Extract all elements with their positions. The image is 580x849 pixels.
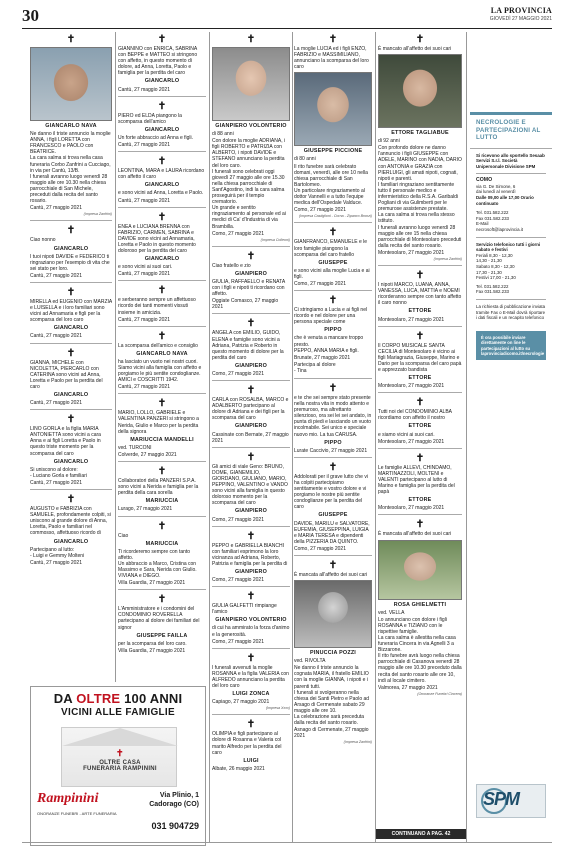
notice-place-date: Cantù, 27 maggio 2021 bbox=[118, 316, 170, 323]
funeral-agency: (Impresa Zanfrini) bbox=[343, 740, 372, 745]
obituary-notice bbox=[294, 556, 372, 749]
service-hours-row: Feriali 8,30 - 12,30 bbox=[476, 252, 513, 258]
service-hours-row: 17,30 - 21,30 bbox=[476, 269, 502, 275]
notice-text: PEPPO e GABRIELLA BIANCHI con familiari esprimono la loro vicinanza ad Adriana, Roberto, Patrizia e famiglia per la perdita di bbox=[212, 542, 288, 567]
obituary-notice bbox=[294, 223, 372, 291]
cross-icon: ✝ bbox=[246, 250, 256, 262]
notice-text: CARLA con ROSALBA, MARCO e ADALBERTO partecipano al dolore di Adriana e dei figli per la scomparsa del caro bbox=[212, 397, 289, 422]
deceased-name: GIANCARLO bbox=[53, 538, 89, 545]
notice-text: AUGUSTO e FABRIZIA con SAMUELE, profondamente colpiti, si uniscono al grande dolore di Anna, Loretta, Paolo e familiari nel commosso, affettuoso ricordo di bbox=[30, 506, 111, 537]
notice-place-date: Montesolaro, 27 maggio 2021 bbox=[378, 316, 445, 323]
notice-place-date: Oggiate Comasco, 27 maggio 2021 bbox=[212, 298, 279, 311]
obituary-notice bbox=[212, 381, 290, 448]
cross-icon: ✝ bbox=[415, 330, 425, 342]
cross-icon: ✝ bbox=[157, 156, 167, 168]
obituary-column-5 bbox=[378, 30, 462, 849]
cross-icon: ✝ bbox=[116, 748, 124, 758]
cross-icon: ✝ bbox=[328, 227, 338, 239]
notice-text: Ne danno il triste annuncio la cognata MARIA, il fratello EMILIO con la moglie GIANNA, i nipoti e i parenti tutti. I funerali si svolgeranno nella chiesa dei Santi Pietro e Paolo ad Arsago di Cermenate sabato 29 maggio alle ore 10. La celebrazione sarà preceduta dalla recita del santo rosario. bbox=[294, 665, 370, 727]
notice-place-date: Cantù, 27 maggio 2021 bbox=[30, 272, 82, 279]
cross-icon: ✝ bbox=[157, 285, 167, 297]
notice-place-date: Como, 27 maggio 2021 bbox=[212, 516, 264, 523]
deceased-name: MARIUCCIA MANDELLI bbox=[130, 436, 194, 443]
notice-place-date: Como, 27 maggio 2021 bbox=[294, 280, 346, 287]
notice-text: GIULIA GALFETTI rimpiange l'amico bbox=[212, 603, 277, 616]
cross-icon: ✝ bbox=[157, 34, 167, 45]
notice-place-date: Como, 27 maggio 2021 bbox=[212, 371, 264, 377]
notice-place-date: Villa Guardia, 27 maggio 2021 bbox=[118, 647, 186, 654]
notice-text: Ti ricorderemo sempre con tanto affetto. Un abbraccio a Marco, Cristina con Massimo e Sara, Nerida con Giulio. VIVIANA e DIEGO. bbox=[118, 548, 197, 580]
deceased-photo bbox=[378, 540, 462, 600]
column-divider bbox=[375, 32, 376, 842]
notice-text: LINO GORLA e la figlia MARIA ANTONIETTA sono vicini a cara Anna e ai figli Loretta e Paolo in questo triste momento per la scomparsa del caro bbox=[30, 426, 101, 457]
notice-text: Ci stringiamo a Lucia e ai figli nel ricordo e nel dolore per una persona speciale come bbox=[294, 307, 368, 326]
notice-extra: ha lasciato un vuoto nei nostri cuori. Siamo vicini alla famiglia con affetto e porgiamo le più sentite condoglianze. AMICI e COSCRITTI 1942. bbox=[118, 358, 202, 384]
obituary-notice bbox=[294, 30, 372, 223]
notice-place-date: Albate, 26 maggio 2021 bbox=[212, 765, 265, 772]
cross-icon: ✝ bbox=[66, 34, 76, 45]
notice-place-date: Como, 27 maggio 2021 bbox=[294, 545, 346, 552]
deceased-name: MARIUCCIA bbox=[145, 498, 179, 505]
notice-text: Il CORPO MUSICALE SANTA CECILIA di Montesolaro è vicino ai figli Mariagrazia, Giuseppe, Marino e Dario per la scomparsa del caro papà e apprezzato bandista bbox=[378, 342, 462, 373]
notice-place-date: Montesolaro, 27 maggio 2021 bbox=[378, 505, 445, 512]
obituary-notice bbox=[378, 393, 462, 448]
cross-icon: ✝ bbox=[328, 461, 338, 473]
obituary-notice bbox=[212, 715, 290, 775]
deceased-photo bbox=[294, 72, 372, 146]
obituary-notice bbox=[212, 314, 290, 381]
notice-text: Gli amici di viale Geno: BRUNO, DOME, GIANEMILIO, GIORDANO, GIULIANO, MARIO, PEPPINO, VALENTINO e VANDO sono vicini alla famiglia in questo doloroso momento per la scomparsa del caro bbox=[212, 463, 288, 507]
obituary-column-1 bbox=[30, 30, 112, 670]
deceased-name: GIANPIERO bbox=[234, 423, 268, 430]
issue-date: GIOVEDÌ 27 MAGGIO 2021 bbox=[489, 16, 552, 22]
sidebar-phone-service bbox=[470, 238, 552, 299]
deceased-name: GIANPIERO bbox=[234, 270, 268, 277]
obituary-info-sidebar bbox=[470, 112, 552, 692]
deceased-name: GIUSEPPE bbox=[318, 259, 348, 266]
online-submission-box: È ora possibile inviare direttamente on line le partecipazioni al lutto su laprovinciadicomo.it/necrologie bbox=[476, 331, 546, 361]
obituary-notice bbox=[378, 327, 462, 394]
obituary-notice bbox=[118, 152, 206, 207]
funeral-agency: (Impresa Xxxx) bbox=[265, 706, 290, 711]
notice-place-date: Lurago, 27 maggio 2021 bbox=[118, 506, 173, 513]
sidebar-fax-2: Fax 031.582.233 bbox=[476, 289, 509, 295]
ad-headline-highlight: OLTRE bbox=[76, 691, 121, 706]
notice-text: e te che sei sempre stato presente nella nostra vita in modo attento e premuroso, ma altrettanto silenzioso, ora sei lei sei andato, in punta di piedi e lasciando un vuoto incolmabile. Sei unico e speciale nuovo mio. La tua CARUSA. bbox=[294, 395, 372, 438]
obituary-notice bbox=[294, 291, 372, 379]
notice-extra: Un forte abbraccio ad Anna e figli. bbox=[118, 134, 194, 141]
notice-text: La scomparsa dell'amico e consiglio bbox=[118, 342, 198, 349]
service-hours-row: 14,30 - 21,30 bbox=[476, 258, 502, 264]
sidebar-office bbox=[470, 149, 552, 174]
sidebar-tel: Tel. 031.582.222 bbox=[476, 210, 509, 216]
ad-subheadline: VICINI ALLE FAMIGLIE bbox=[61, 707, 175, 718]
deceased-name: PIPPO bbox=[324, 327, 342, 334]
notice-text: Con profondo dolore ne danno l'annuncio i figli GIUSEPPE con ADELE, MARINO con NADIA, DARIO con ANTONIA e GRAZIA con PIERLUIGI, gli amati nipoti, cognati, nipoti e parenti. I familiari ringraziano sentitamente tutto il personale medico e infermieristico della R.S.A. Garibaldi Pogliani di via Gulimberti per le premurose assistenze prestate. La cara salma si trova nella stesso istituto. I funerali avranno luogo venerdì 28 maggio alle ore 15 nella chiesa parrocchiale di Montesolaro preceduti dalla recita del santo rosario. bbox=[378, 145, 462, 249]
cross-icon: ✝ bbox=[246, 34, 256, 45]
notice-place-date: Valmorea, 27 maggio 2021 bbox=[378, 684, 438, 691]
ad-brand-logo: Rampinini bbox=[37, 791, 99, 806]
notice-extra: e sono vicini ad Anna, Loretta e Paolo. bbox=[118, 190, 204, 197]
cross-icon: ✝ bbox=[246, 591, 256, 603]
deceased-name: GIANCARLO bbox=[53, 325, 89, 332]
sidebar-tel-2: Tel. 031.582.222 bbox=[476, 283, 509, 289]
notice-place-date: Cantù, 27 maggio 2021 bbox=[118, 384, 170, 391]
deceased-name: GIANCARLO bbox=[144, 126, 180, 133]
spm-logo-box bbox=[476, 784, 546, 818]
deceased-name: GIANCARLO NAVA bbox=[136, 350, 188, 357]
obituary-notice bbox=[212, 649, 290, 716]
deceased-name: GIANCARLO bbox=[53, 458, 89, 465]
notice-text: La moglie LUCIA ed i figli ENZO, FABRIZIO e MASSIMILIANO, annunciano la scomparsa del loro caro bbox=[294, 46, 369, 71]
deceased-photo bbox=[212, 47, 290, 121]
cross-icon: ✝ bbox=[415, 519, 425, 531]
deceased-name: LUIGI bbox=[243, 757, 259, 764]
notice-text: GIANNA, MICHELE con NICOLETTA, PIERCARLO con CATERINA sono vicini ad Anna, Loretta e Paolo per la perdita del caro bbox=[30, 359, 103, 390]
cross-icon: ✝ bbox=[415, 397, 425, 409]
obituary-notice bbox=[30, 410, 112, 490]
notice-place-date: Cantù, 27 maggio 2021 bbox=[118, 142, 170, 149]
notice-text: Il rito funebre sarà celebrato domani, venerdì, alle ore 10 nella chiesa parrocchiale di San Bartolomeo. Un particolare ringraziamento al dottor Vannelli e a tutto l'equipe medica dell'Ospedale Valduce. bbox=[294, 163, 368, 207]
ad-headline-part: 100 ANNI bbox=[120, 691, 183, 706]
cross-icon: ✝ bbox=[246, 652, 256, 664]
notice-extra: e sono vicini ai suoi cari. bbox=[118, 264, 173, 271]
notice-place-date: Asnago di Cermenate, 27 maggio 2021 bbox=[294, 727, 369, 740]
ad-headline bbox=[31, 691, 205, 706]
notice-place-date: Montesolaro, 27 maggio 2021 bbox=[378, 383, 445, 390]
deceased-photo bbox=[378, 54, 462, 128]
notice-place-date: Como, 27 maggio 2021 bbox=[212, 638, 264, 645]
notice-place-date: Villa Guardia, 27 maggio 2021 bbox=[118, 580, 186, 587]
obituary-notice bbox=[30, 283, 112, 344]
notice-text: GIANNINO con ENRICA, SABRINA con BEPPE e MATTEO si stringono con affetto, in questo momento di dolore, ad Anna, Loretta, Paolo e famiglia per la perdita del caro bbox=[118, 46, 198, 77]
notice-intro: Ciao fratello e zio bbox=[212, 262, 251, 269]
sidebar-address: via G. De Simone, 6 dai lunedì al venerdì bbox=[476, 183, 516, 195]
cross-icon: ✝ bbox=[246, 318, 256, 330]
notice-place-date: Montesolaro, 27 maggio 2021 bbox=[378, 438, 445, 445]
sidebar-email-label: E-Mail bbox=[476, 221, 489, 227]
deceased-name: ETTORE TAGLIABUE bbox=[391, 130, 449, 137]
notice-place-date: Capiago, 27 maggio 2021 bbox=[212, 699, 270, 706]
masthead bbox=[490, 6, 552, 22]
sidebar-title: NECROLOGIE E PARTECIPAZIONI AL LUTTO bbox=[470, 112, 552, 149]
notice-place-date: Cantù, 27 maggio 2021 bbox=[30, 205, 82, 212]
notice-extra: ved. RIVOLTA bbox=[294, 658, 326, 665]
obituary-column-3 bbox=[212, 30, 290, 849]
notice-text: I nipoti MARCO, LUANA, ANNA, VANESSA, LUCA, MATTIA e NOEMI ricorderanno sempre con tanto affetto il caro nonno bbox=[378, 282, 462, 307]
cross-icon: ✝ bbox=[328, 34, 338, 45]
notice-extra: e siamo vicini ai suoi cari. bbox=[378, 431, 435, 438]
notice-extra: di 92 anni bbox=[378, 138, 400, 145]
service-hours-row: Festivi 17,00 - 21,30 bbox=[476, 275, 516, 281]
cross-icon: ✝ bbox=[246, 530, 256, 542]
notice-text: I funerali avvenuti la moglie ROSANNA e la figlia VALERIA con ALFREDO annunciano la perdita del loro caro bbox=[212, 664, 289, 689]
notice-text: Collaboratori della PANZERI S.P.A. sono vicini a Nerida e famiglia per la perdita della cara sorella bbox=[118, 478, 199, 497]
notice-place-date: Cantù, 27 maggio 2021 bbox=[30, 559, 82, 566]
column-divider bbox=[292, 32, 293, 842]
column-divider bbox=[209, 32, 210, 842]
notice-extra: di cui ha ammirato la forza d'animo e la generosità. bbox=[212, 625, 290, 638]
obituary-notice bbox=[30, 344, 112, 411]
ad-phone: 031 904729 bbox=[151, 821, 199, 831]
obituary-notice bbox=[294, 458, 372, 556]
ad-headline-part: DA bbox=[53, 691, 77, 706]
funeral-home-illustration bbox=[61, 727, 177, 787]
notice-participants: Partecipa al dolore - Tina bbox=[294, 361, 336, 374]
notice-extra: per la scomparsa del loro caro. bbox=[118, 640, 187, 647]
cross-icon: ✝ bbox=[66, 286, 76, 298]
obituary-notice bbox=[378, 30, 462, 266]
notice-text: ANGELA con EMILIO, GUIDO, ELENA e famiglie sono vicini a Adriana, Patrizia e Roberto in questo momento di dolore per la perdita del caro bbox=[212, 330, 284, 361]
roof-shape bbox=[62, 728, 178, 746]
notice-text: PIERO ed ELDA piangono la scomparsa dell'amico bbox=[118, 112, 182, 125]
notice-intro: È mancato all'affetto dei suoi cari bbox=[378, 46, 452, 52]
cross-icon: ✝ bbox=[157, 594, 167, 606]
notice-text: GIANFRANCO, EMANUELE e le loro famiglie piangono la scomparsa del caro fratello bbox=[294, 239, 368, 258]
notice-text: I tuoi nipoti DAVIDE e FEDERICO ti ringraziano per l'esempio di vita che sei stato per loro. bbox=[30, 253, 110, 272]
sidebar-receive-info: Si ricevono allo sportello Sesaab Servizi S.r.l. Società Unipersonale Divisione SPM bbox=[476, 152, 545, 169]
sidebar-contacts bbox=[470, 174, 552, 236]
sidebar-service-hours bbox=[476, 253, 546, 281]
cross-icon: ✝ bbox=[66, 225, 76, 237]
notice-text: Tutti noi del CONDOMINIO ALBA ricordiamo con affetto il nostro bbox=[378, 409, 452, 422]
obituary-notice bbox=[212, 587, 290, 649]
notice-place-date: Como, 27 maggio 2021 bbox=[212, 577, 264, 584]
notice-place-date: Cassinate con Bernate, 27 maggio 2021 bbox=[212, 431, 289, 444]
deceased-name: PINUCCIA POZZI bbox=[309, 650, 357, 657]
cross-icon: ✝ bbox=[328, 295, 338, 307]
cross-icon: ✝ bbox=[415, 270, 425, 282]
header-rule bbox=[22, 28, 552, 29]
building-sign: OLTRE CASA FUNERARIA RAMPININI bbox=[83, 760, 157, 772]
notice-place-date: Cantù, 27 maggio 2021 bbox=[118, 86, 170, 93]
deceased-name: GIUSEPPE FAILLA bbox=[136, 632, 188, 639]
deceased-name: LUIGI ZONCA bbox=[232, 691, 270, 698]
cross-icon: ✝ bbox=[66, 414, 76, 426]
cross-icon: ✝ bbox=[157, 466, 167, 478]
obituary-notice bbox=[30, 30, 112, 221]
deceased-name: ROSA GHIELMETTI bbox=[393, 601, 447, 608]
obituary-notice bbox=[30, 221, 112, 283]
notice-text: MARIO, LOLLO, GABRIELE e VALENTINA PANZERI si stringono a Nerida, Giulio e Marco per la perdita della signora bbox=[118, 410, 199, 435]
notice-extra: Si uniscono al dolore: - Luciano Gorla e familiari bbox=[30, 466, 87, 479]
obituary-notice bbox=[118, 327, 206, 395]
deceased-name: GIANPIERO VOLONTERIO bbox=[215, 617, 287, 624]
deceased-name: GIANPIERO VOLONTERIO bbox=[215, 123, 287, 129]
deceased-photo bbox=[30, 47, 112, 121]
deceased-age: di 88 anni bbox=[212, 131, 234, 138]
funeral-home-advertisement bbox=[30, 686, 206, 846]
notice-place-date: Cantù, 27 maggio 2021 bbox=[30, 400, 82, 407]
deceased-photo bbox=[294, 580, 372, 648]
notice-place-date: Como, 27 maggio 2021 bbox=[294, 207, 346, 214]
cross-icon: ✝ bbox=[66, 494, 76, 506]
deceased-name: GIANCARLO bbox=[144, 256, 180, 263]
notice-intro: È mancata all'affetto dei suoi cari bbox=[378, 531, 452, 538]
notice-extra: e sono vicini alla moglie Lucia e ai figli. bbox=[294, 267, 370, 280]
sidebar-service-title: Servizio telefonico tutti i giorni sabato e festivi bbox=[476, 241, 541, 253]
spm-logo: SPM bbox=[483, 789, 520, 809]
obituary-column-4 bbox=[294, 30, 372, 849]
obituary-notice bbox=[118, 30, 206, 97]
deceased-name: MARIUCCIA bbox=[145, 540, 179, 547]
sidebar-city: COMO bbox=[476, 177, 493, 184]
notice-place-date: Lurate Caccivio, 27 maggio 2021 bbox=[294, 447, 368, 454]
obituary-notice bbox=[294, 379, 372, 458]
deceased-name: GIUSEPPE bbox=[318, 512, 348, 519]
cross-icon: ✝ bbox=[246, 451, 256, 463]
obituary-notice bbox=[212, 527, 290, 588]
deceased-name: GIANCARLO bbox=[144, 182, 180, 189]
obituary-notice bbox=[118, 590, 206, 657]
notice-text: L'Amministratore e i condomini del CONDOMINIO ROVERELLA partecipano al dolore dei familiari del signor bbox=[118, 606, 200, 631]
notice-place-date: Cantù, 27 maggio 2021 bbox=[30, 479, 82, 486]
notice-text: Addolorati per il grave lutto che vi ha colpiti partecipiamo sentitamente e vostro dolore e vi porgiamo le nostre più sentite condoglianze per la perdita del caro bbox=[294, 473, 368, 511]
sidebar-note: La richiesta di pubblicazione inviata tramite Fax o E-Mail dovrà riportare i dati fiscali e un recapito telefonico bbox=[476, 303, 546, 321]
page-number: 30 bbox=[22, 6, 39, 25]
notice-place-date: Brunate, 27 maggio 2021 bbox=[294, 354, 351, 361]
deceased-name: ETTORE bbox=[408, 375, 432, 382]
notice-intro: Ciao nonno bbox=[30, 237, 56, 244]
obituary-notice bbox=[212, 448, 290, 527]
deceased-name: GIANPIERO bbox=[234, 362, 268, 369]
obituary-notice bbox=[118, 517, 206, 591]
column-divider bbox=[466, 32, 467, 842]
cross-icon: ✝ bbox=[246, 385, 256, 397]
cross-icon: ✝ bbox=[157, 398, 167, 410]
notice-place-date: Cantù, 27 maggio 2021 bbox=[30, 333, 82, 340]
notice-place-date: Como, 27 maggio 2021 bbox=[212, 230, 264, 237]
deceased-name: GIANCARLO bbox=[53, 392, 89, 398]
notice-extra: di 80 anni bbox=[294, 156, 316, 163]
funeral-agency: (Impresa Castiglioni - Corna - Zipanco Bronzi) bbox=[298, 214, 372, 219]
obituary-notice bbox=[212, 30, 290, 247]
cross-icon: ✝ bbox=[246, 719, 256, 731]
cross-icon: ✝ bbox=[157, 211, 167, 223]
notice-extra: che è venuta a mancare troppo presto. PEPPO, ANNA MARIA e figli. bbox=[294, 335, 364, 354]
footer-rule bbox=[22, 842, 552, 843]
notice-place-date: Colverde, 27 maggio 2021 bbox=[118, 451, 177, 458]
deceased-name: GIANCARLO bbox=[144, 78, 180, 85]
notice-text: GIULIA, RAFFAELLO e RENATA con i figli e nipoti ti ricordano con affetto. bbox=[212, 278, 285, 298]
cross-icon: ✝ bbox=[157, 520, 167, 532]
sidebar-email[interactable]: necrosoft@laprovincia.it bbox=[476, 227, 523, 233]
cross-icon: ✝ bbox=[328, 559, 338, 571]
obituary-notice bbox=[212, 247, 290, 315]
deceased-name: GIANPIERO bbox=[234, 568, 268, 575]
obituary-notice bbox=[118, 208, 206, 282]
funeral-agency: (Impresa Colleoni) bbox=[260, 237, 290, 242]
notice-place-date: Cantù, 27 maggio 2021 bbox=[118, 271, 170, 278]
cross-icon: ✝ bbox=[415, 34, 425, 45]
notice-text: Le famiglie ALLEVI, CHINDAMO, MARTINAZZOLI, MOLTENI e VALENTI partecipano al lutto di Marino e famiglia per la perdita del papà bbox=[378, 464, 455, 496]
cross-icon: ✝ bbox=[157, 100, 167, 112]
obituary-notice bbox=[118, 281, 206, 326]
deceased-name: GIANCARLO NAVA bbox=[45, 123, 97, 129]
deceased-name: ETTORE bbox=[408, 423, 432, 430]
deceased-name: GIANCARLO bbox=[53, 245, 89, 252]
publication-name: LA PROVINCIA bbox=[490, 6, 552, 15]
notice-intro: Ciao bbox=[118, 532, 129, 539]
column-divider bbox=[115, 32, 116, 682]
deceased-name: ETTORE bbox=[408, 308, 432, 315]
sidebar-fax: Fax 031.582.233 bbox=[476, 215, 509, 221]
notice-text: OLIMPIA e figli partecipano al dolore di Rosanna e Valeria col marito Alfredo per la perdita del caro bbox=[212, 731, 282, 756]
obituary-notice bbox=[378, 515, 462, 700]
notice-text: e serberanno sempre un affettuoso ricordo dei tanti momenti vissuti insieme in amicizia. bbox=[118, 297, 196, 316]
notice-text: Lo annunciano con dolore i figli ROSANNA e TIZIANO con le rispettive famiglie. La cara salma è allestita nella casa funeraria Cincera in via Agnelli 3 a Bizzarone. Il rito funebre avrà luogo nella chiesa parrocchiale di Casanova venerdì 28 maggio alle ore 10.30 preceduto dalla recita del santo rosario alle ore 10, indi al locale cimitero. bbox=[378, 616, 462, 684]
obituary-notice bbox=[118, 462, 206, 516]
cross-icon: ✝ bbox=[157, 330, 167, 342]
cross-icon: ✝ bbox=[66, 347, 76, 359]
sidebar-hours: Dalle 09,00 alle 17,00 Orario continuato bbox=[476, 195, 534, 206]
deceased-name: PIPPO bbox=[324, 439, 342, 446]
notice-extra: DAVIDE, MARILU e SALVATORE, EUFEMIA, GIUSEPPINA, LUIGIA e MARIA TERESA e dipendenti della PIZZERIA DA QUINTO. bbox=[294, 520, 370, 545]
notice-text: Ne danno il triste annuncio la moglie ANNA, i figli LORETTA con FRANCESCO e PAOLO con BEATRICE. La cara salma si trova nella casa funeraria Corbo Zanfrini a Cucciago, in via per Cantù, 13/B. I funerali avranno luogo venerdì 28 maggio alle ore 10.30 nella chiesa parrocchiale di San Michele, preceduti dalla recita del santo rosario. bbox=[30, 131, 111, 205]
obituary-notice bbox=[378, 449, 462, 516]
notice-text: ENEA e LUCIANA BRENNA con FABRIZIO, CARMEN, SABRINA e DAVIDE sono vicini ad Annamaria, Loretta e Paolo in questo momento doloroso per la perdita del caro bbox=[118, 223, 196, 254]
notice-text: MIRELLA ed EUGENIO con MARZIA e LUISELLA e i loro familiari sono vicini ad Annamaria e figli per la scomparsa del loro caro bbox=[30, 298, 112, 324]
cross-icon: ✝ bbox=[415, 452, 425, 464]
continued-on-page: CONTINUANO A PAG. 42 bbox=[376, 829, 466, 839]
obituary-notice bbox=[30, 490, 112, 569]
notice-text: LEONTINA, MARA e LAURA ricordano con affetto il caro bbox=[118, 168, 205, 181]
obituary-notice bbox=[378, 266, 462, 327]
notice-intro: È mancata all'affetto dei suoi cari bbox=[294, 571, 368, 578]
funeral-agency: (Impresa Zanfrini) bbox=[83, 212, 112, 217]
deceased-name: ETTORE bbox=[408, 497, 432, 504]
deceased-name: GIANPIERO bbox=[234, 508, 268, 515]
obituary-notice bbox=[118, 394, 206, 462]
notice-extra: Partecipano al lutto: - Luigi e Gemmy Molteni bbox=[30, 546, 85, 559]
deceased-name: GIUSEPPE PICCIONE bbox=[303, 148, 363, 155]
notice-extra: ved. TURCONI bbox=[118, 444, 152, 451]
cross-icon: ✝ bbox=[328, 383, 338, 394]
service-hours-row: Sabato 8,30 - 12,30 bbox=[476, 264, 515, 269]
notice-text: Con dolore la moglie ADRIANA, i figli ROBERTO e PATRIZIA con ALBERTO, i nipoti DAVIDE e STEFANO annunciano la perdita del loro caro. I funerali sono celebrati oggi giovedì 27 maggio alle ore 15.30 nella chiesa parrocchiale di Sant'Agostino, indi la cara salma proseguirà per il tempio crematorio. Un grande e sentito ringraziamento al personale ed ai medici di Ca' d'Industria di via Brambilla. bbox=[212, 138, 286, 230]
obituary-notice bbox=[118, 97, 206, 152]
notice-place-date: Cantù, 27 maggio 2021 bbox=[118, 197, 170, 204]
notice-place-date: Montesolaro, 27 maggio 2021 bbox=[378, 249, 445, 256]
notice-extra: ved. VELLA bbox=[378, 609, 405, 616]
funeral-agency: (Onoranze Funebri Cincera) bbox=[417, 691, 462, 696]
ad-brand-tagline: ONORANZE FUNEBRI - ARTE FUNERARIA bbox=[37, 811, 117, 816]
funeral-agency: (Impresa Zanfrini) bbox=[433, 256, 462, 261]
ad-address: Via Plinio, 1 Cadorago (CO) bbox=[149, 792, 199, 808]
